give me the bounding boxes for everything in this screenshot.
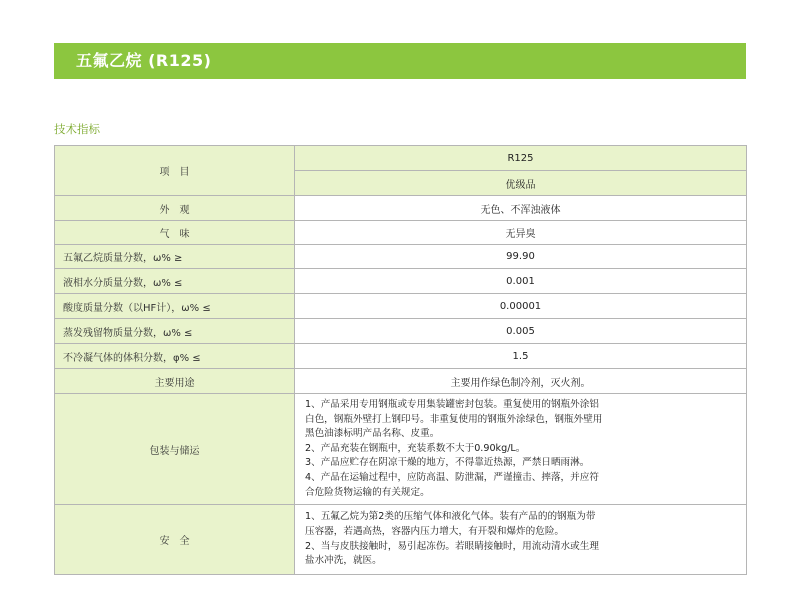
- row-value: 无异臭: [295, 221, 747, 245]
- safety-text: [295, 505, 747, 575]
- packaging-line: 3、产品应贮存在阴凉干燥的地方，不得靠近热源，严禁日晒雨淋。: [305, 457, 590, 469]
- packaging-label: 包装与储运: [55, 394, 295, 505]
- packaging-line: 1、产品采用专用钢瓶或专用集装罐密封包装。重复使用的钢瓶外涂铝: [305, 399, 599, 410]
- safety-label: 安 全: [55, 505, 295, 575]
- row-value: 0.001: [295, 269, 747, 294]
- row-label: 主要用途: [55, 369, 295, 394]
- spec-table: [54, 145, 747, 575]
- section-title: 技术指标: [54, 122, 100, 136]
- safety-line: 盐水冲洗，就医。: [305, 555, 382, 567]
- row-label: 液相水分质量分数，ω% ≤: [55, 269, 295, 294]
- table-row: [55, 221, 747, 245]
- packaging-line: 2、产品充装在钢瓶中，充装系数不大于0.90kg/L。: [305, 442, 526, 454]
- packaging-line: 黑色油漆标明产品名称、皮重。: [305, 428, 440, 440]
- safety-line: 1、五氟乙烷为第2类的压缩气体和液化气体。装有产品的的钢瓶为带: [305, 511, 596, 523]
- row-value: 无色、不浑浊液体: [295, 196, 747, 221]
- table-row: [55, 294, 747, 319]
- table-row: [55, 269, 747, 294]
- table-row: [55, 319, 747, 344]
- table-row: [55, 245, 747, 269]
- grade-header: 优级品: [295, 171, 747, 196]
- row-label: 气 味: [55, 221, 295, 245]
- row-value: 0.00001: [295, 294, 747, 319]
- item-header: 项 目: [55, 146, 295, 196]
- row-label: 外 观: [55, 196, 295, 221]
- table-row: [55, 196, 747, 221]
- row-value: 主要用作绿色制冷剂，灭火剂。: [295, 369, 747, 394]
- row-label: 五氟乙烷质量分数，ω% ≥: [55, 245, 295, 269]
- row-value: 0.005: [295, 319, 747, 344]
- row-label: 不冷凝气体的体积分数，φ% ≤: [55, 344, 295, 369]
- row-label: 蒸发残留物质量分数，ω% ≤: [55, 319, 295, 344]
- table-row: [55, 505, 747, 575]
- page-title: 五氟乙烷 (R125): [54, 43, 746, 79]
- row-value: 1.5: [295, 344, 747, 369]
- product-header: R125: [295, 146, 747, 171]
- row-value: 99.90: [295, 245, 747, 269]
- safety-line: 压容器，若遇高热，容器内压力增大，有开裂和爆炸的危险。: [305, 526, 565, 538]
- packaging-line: 4、产品在运输过程中，应防高温、防泄漏，严谨撞击、摔落，并应符: [305, 471, 599, 483]
- safety-line: 2、当与皮肤接触时，易引起冻伤。若眼睛接触时，用流动清水或生理: [305, 540, 599, 552]
- packaging-line: 白色，钢瓶外壁打上钢印号。非重复使用的钢瓶外涂绿色，钢瓶外壁用: [305, 413, 603, 425]
- row-label: 酸度质量分数（以HF计），ω% ≤: [55, 294, 295, 319]
- table-row: [55, 394, 747, 505]
- table-row: [55, 369, 747, 394]
- packaging-line: 合危险货物运输的有关规定。: [305, 486, 430, 498]
- packaging-text: [295, 394, 747, 505]
- table-row: [55, 344, 747, 369]
